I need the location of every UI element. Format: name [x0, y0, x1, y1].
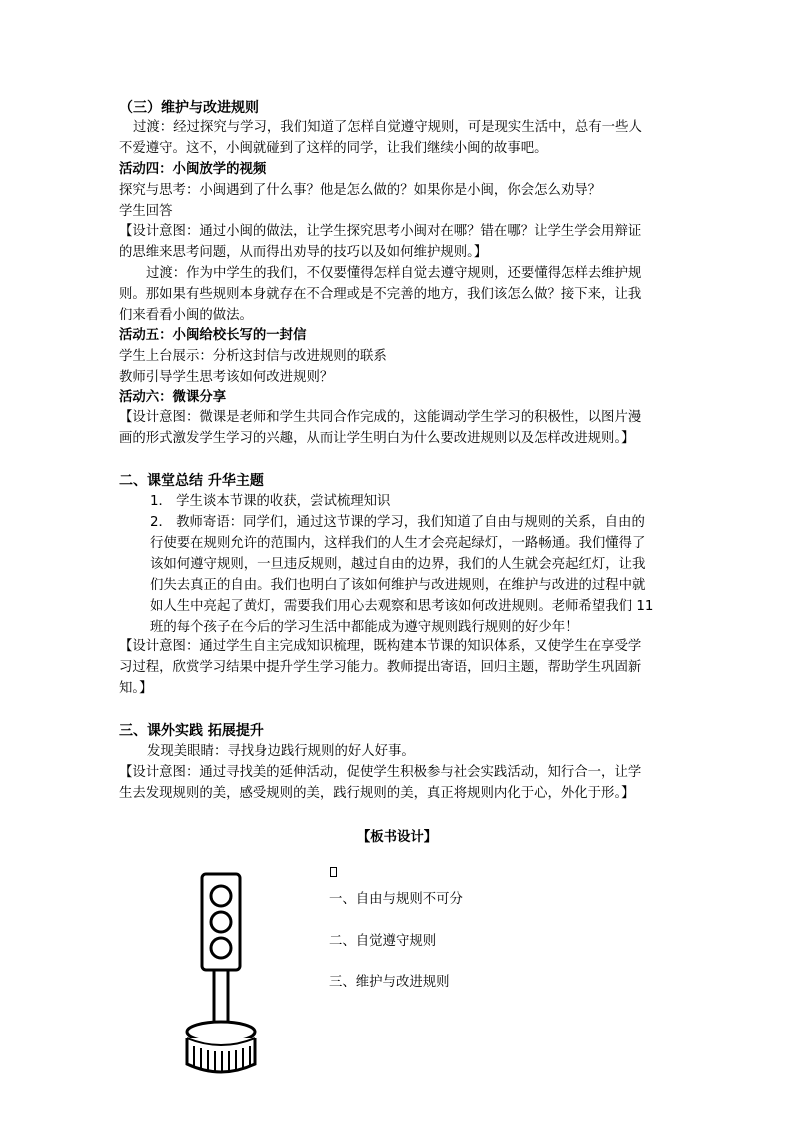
activity-4-question: 探究与思考：小闽遇到了什么事？他是怎么做的？如果你是小闽，你会怎么劝导？ [119, 183, 602, 198]
design-intent-c-cont: 习过程，欣赏学习结果中提升学生学习能力。教师提出寄语，回归主题，帮助学生巩固新 [119, 660, 642, 675]
summary-item-2-line-2: 行使要在规则允许的范围内，这样我们的人生才会亮起绿灯，一路畅通。我们懂得了 [150, 536, 646, 551]
design-intent-c-end: 知。】 [119, 681, 153, 696]
activity-6-title: 活动六：微课分享 [119, 390, 227, 405]
traffic-light-yellow-lamp [211, 912, 231, 932]
transition-paragraph-2: 过渡：作为中学生的我们，不仅要懂得怎样自觉去遵守规则，还要懂得怎样去维护规 [146, 266, 642, 281]
transition-paragraph-2-cont: 则。那如果有些规则本身就存在不合理或是不完善的地方，我们该怎么做？接下来，让我 [119, 287, 642, 302]
design-intent-c: 【设计意图：通过学生自主完成知识梳理，既构建本节课的知识体系，又使学生在享受学 [119, 639, 642, 654]
activity-5-line-2: 教师引导学生思考该如何改进规则？ [119, 370, 334, 385]
design-intent-a: 【设计意图：通过小闽的做法，让学生探究思考小闽对在哪？错在哪？让学生学会用辩证 [119, 224, 642, 239]
summary-item-2: 2． 教师寄语：同学们，通过这节课的学习，我们知道了自由与规则的关系，自由的 [150, 515, 645, 530]
summary-item-2-line-5: 如人生中亮起了黄灯，需要我们用心去观察和思考该如何改进规则。老师希望我们 11 [150, 599, 654, 614]
transition-paragraph-1-cont: 不爱遵守。这不，小闽就碰到了这样的同学，让我们继续小闽的故事吧。 [119, 141, 548, 156]
activity-5-title: 活动五：小闽给校长写的一封信 [119, 328, 307, 343]
board-design-title: 【板书设计】 [356, 830, 438, 845]
board-item-3: 三、维护与改进规则 [329, 975, 450, 990]
activity-5-line-1: 学生上台展示：分析这封信与改进规则的联系 [119, 349, 387, 364]
board-item-1: 一、自由与规则不可分 [329, 892, 463, 907]
summary-title: 二、课堂总结 升华主题 [119, 473, 264, 489]
summary-item-1: 1． 学生谈本节课的收获，尝试梳理知识 [150, 494, 391, 509]
practice-title: 三、课外实践 拓展提升 [119, 723, 264, 739]
traffic-light-icon [180, 868, 300, 1078]
practice-line-1: 发现美眼睛：寻找身边践行规则的好人好事。 [147, 744, 415, 759]
activity-4-answer: 学生回答 [119, 204, 173, 219]
design-intent-a-cont: 的思维来思考问题，从而得出劝导的技巧以及如何维护规则。】 [119, 245, 488, 260]
traffic-light-red-lamp [211, 886, 231, 906]
activity-4-title: 活动四：小闽放学的视频 [119, 162, 267, 177]
summary-item-2-line-3: 该如何遵守规则，一旦违反规则，越过自由的边界，我们的人生就会亮起红灯，让我 [150, 557, 646, 572]
summary-item-2-line-4: 们失去真正的自由。我们也明白了该如何维护与改进规则，在维护与改进的过程中就 [150, 578, 646, 593]
traffic-light-green-lamp [211, 938, 231, 958]
board-item-2: 二、自觉遵守规则 [329, 934, 437, 949]
design-intent-b: 【设计意图：微课是老师和学生共同合作完成的，这能调动学生学习的积极性，以图片漫 [119, 410, 642, 425]
transition-paragraph-2-end: 们来看看小闽的做法。 [119, 308, 253, 323]
section-3-title: （三）维护与改进规则 [119, 100, 259, 116]
design-intent-d: 【设计意图：通过寻找美的延伸活动，促使学生积极参与社会实践活动，知行合一，让学 [119, 765, 642, 780]
design-intent-d-cont: 生去发现规则的美，感受规则的美，践行规则的美，真正将规则内化于心，外化于形。】 [119, 786, 635, 801]
summary-item-2-line-6: 班的每个孩子在今后的学习生活中都能成为遵守规则践行规则的好少年！ [150, 620, 579, 635]
transition-paragraph-1: 过渡：经过探究与学习，我们知道了怎样自觉遵守规则，可是现实生活中，总有一些人 [133, 120, 642, 135]
placeholder-box [330, 867, 337, 877]
design-intent-b-cont: 画的形式激发学生学习的兴趣，从而让学生明白为什么要改进规则以及怎样改进规则。】 [119, 431, 635, 446]
